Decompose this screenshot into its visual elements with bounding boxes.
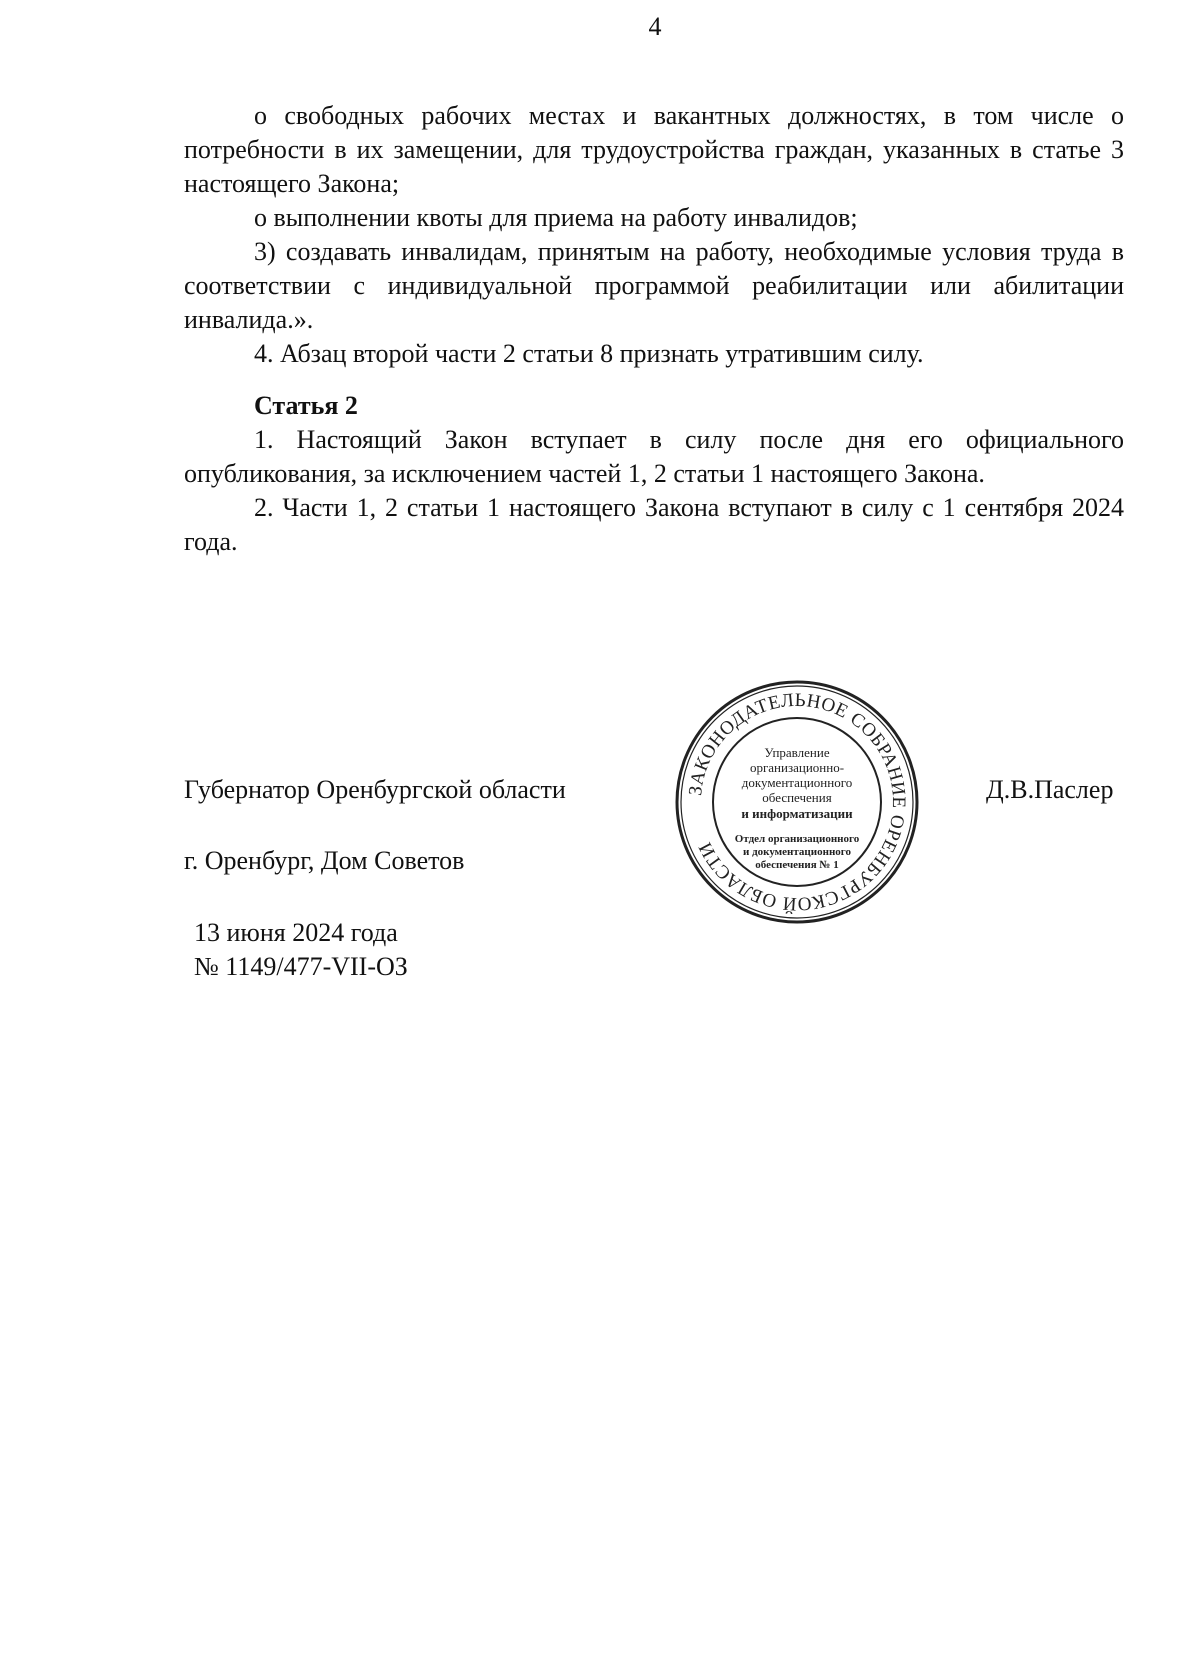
seal-outer-ring-text: ЗАКОНОДАТЕЛЬНОЕ СОБРАНИЕ ОРЕНБУРГСКОЙ ОБЛАСТИ <box>685 689 910 915</box>
law-date: 13 июня 2024 года <box>194 918 398 947</box>
svg-text:и информатизации: и информатизации <box>741 806 853 821</box>
svg-text:и документационного: и документационного <box>742 846 852 858</box>
article-2-paragraph-2: 2. Части 1, 2 статьи 1 настоящего Закона вступают в силу с 1 сентября 2024 года. <box>184 493 1124 556</box>
svg-text:обеспечения: обеспечения <box>762 790 832 805</box>
svg-text:организационно-: организационно- <box>749 760 845 775</box>
article-2-paragraph-1: 1. Настоящий Закон вступает в силу после дня его официального опубликования, за исключением частей 1, 2 статьи 1 настоящего Закона. <box>184 425 1124 488</box>
official-seal-stamp <box>672 677 922 927</box>
svg-text:документационного: документационного <box>741 775 853 790</box>
signatory-name: Д.В.Паслер <box>986 775 1114 804</box>
governor-title: Губернатор Оренбургской области <box>184 775 566 804</box>
article-2-heading: Статья 2 <box>254 391 358 420</box>
paragraph-free-vacancies: о свободных рабочих местах и вакантных должностях, в том числе о потребности в их замещении, для трудоустройства граждан, указанных в статье 3 настоящего Закона; <box>184 101 1124 198</box>
page-number: 4 <box>648 12 662 41</box>
paragraph-working-conditions: 3) создавать инвалидам, принятым на работу, необходимые условия труда в соответствии с индивидуальной программой реабилитации или абилитации инвалида.». <box>184 237 1124 334</box>
law-number: № 1149/477-VII-ОЗ <box>194 952 408 981</box>
paragraph-quota: о выполнении квоты для приема на работу инвалидов; <box>254 203 858 232</box>
signing-place: г. Оренбург, Дом Советов <box>184 846 465 875</box>
svg-text:Управление: Управление <box>764 745 830 760</box>
svg-text:обеспечения № 1: обеспечения № 1 <box>755 859 839 871</box>
paragraph-article8-repeal: 4. Абзац второй части 2 статьи 8 признать утратившим силу. <box>254 339 924 368</box>
svg-text:Отдел организационного: Отдел организационного <box>734 833 860 845</box>
document-body <box>184 99 1124 559</box>
